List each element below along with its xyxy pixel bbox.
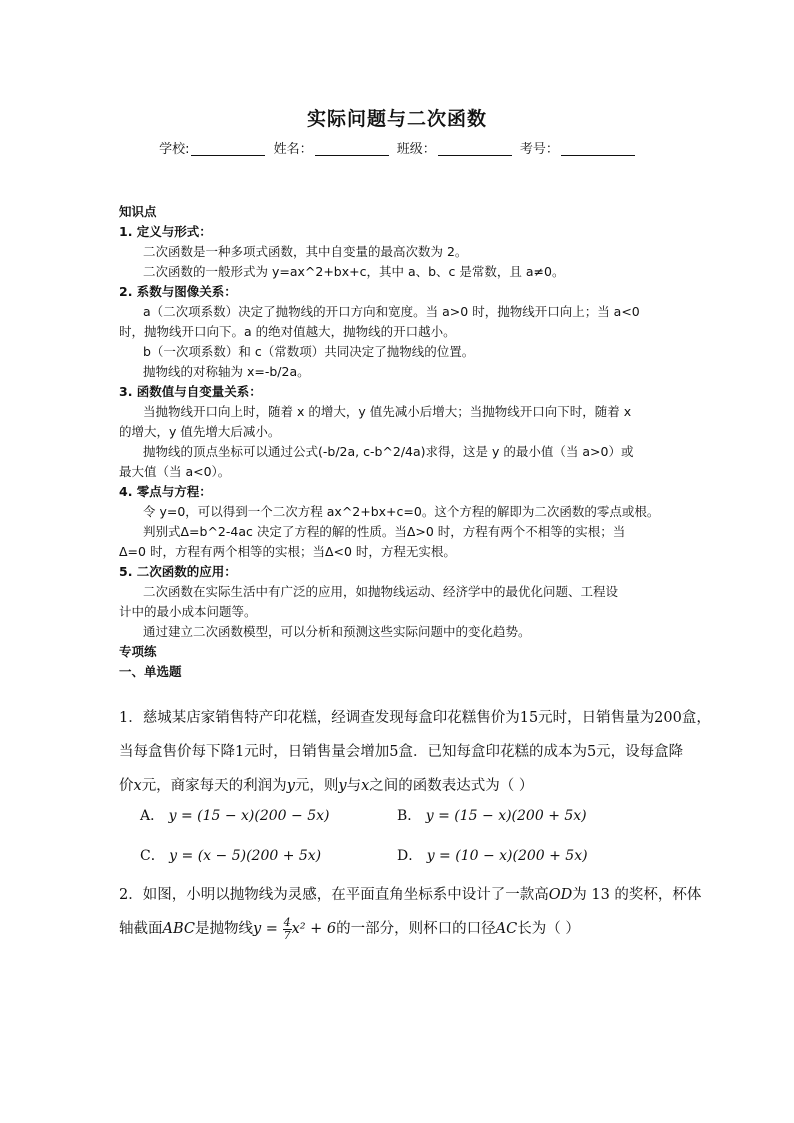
section-2-para-3: 抛物线的对称轴为 x=-b/2a。 (143, 364, 310, 379)
option-b[interactable] (397, 805, 587, 825)
option-c-expression: y = (x − 5)(200 + 5x) (169, 848, 322, 864)
page-title: 实际问题与二次函数 (306, 108, 487, 130)
section-3-para-2a: 抛物线的顶点坐标可以通过公式(-b/2a, c-b^2/4a)求得，这是 y 的最小值（当 a>0）或 (143, 444, 634, 459)
fraction: $\frac{4}{7}$ (283, 915, 291, 942)
section-3-para-1b: 的增大，y 值先增大后减小。 (119, 424, 281, 439)
section-2-para-1b: 时，抛物线开口向下。a 的绝对值越大，抛物线的开口越小。 (119, 324, 456, 339)
section-4-para-1: 令 y=0，可以得到一个二次方程 ax^2+bx+c=0。这个方程的解即为二次函数的零点或根。 (143, 504, 660, 519)
section-2-para-1a: a（二次项系数）决定了抛物线的开口方向和宽度。当 a>0 时，抛物线开口向上；当 a<0 (143, 304, 640, 319)
question-1 (119, 703, 711, 801)
section-2-title: 2. 系数与图像关系： (119, 284, 237, 299)
section-4-title: 4. 零点与方程： (119, 484, 212, 499)
section-3-title: 3. 函数值与自变量关系： (119, 384, 262, 399)
practice-heading: 专项练 (119, 644, 157, 659)
segment-ac: AC (495, 921, 518, 937)
question-1-line-2: 当每盒售价每下降1元时，日销售量会增加5盒．已知每盒印花糕的成本为5元，设每盒降 (119, 744, 684, 760)
option-c-label: C． (140, 848, 165, 864)
section-3-para-2b: 最大值（当 a<0）。 (119, 464, 231, 479)
option-c[interactable] (140, 845, 321, 865)
exam-number-blank (561, 141, 635, 156)
option-a-label: A． (140, 808, 165, 824)
segment-od: OD (548, 887, 573, 903)
school-label: 学校: (159, 142, 190, 157)
option-d-label: D． (397, 848, 423, 864)
section-5-para-1a: 二次函数在实际生活中有广泛的应用，如抛物线运动、经济学中的最优化问题、工程设 (143, 584, 619, 599)
knowledge-section (119, 202, 679, 682)
option-d[interactable] (397, 845, 588, 865)
knowledge-heading: 知识点 (119, 204, 157, 219)
question-2 (119, 880, 702, 944)
variable-y: y (286, 778, 295, 794)
question-1-line-3: 价x元，商家每天的利润为y元，则y与x之间的函数表达式为（ ） (119, 778, 534, 794)
section-1-para-2: 二次函数的一般形式为 y=ax^2+bx+c，其中 a、b、c 是常数，且 a≠0。 (143, 264, 565, 279)
question-2-line-2: 轴截面ABC是抛物线y = $\frac{4}{7}$ x² + 6的一部分，则杯口的口径AC长为（ ） (119, 915, 580, 942)
class-label: 班级： (396, 142, 436, 157)
option-b-label: B． (397, 808, 422, 824)
figure-abc: ABC (162, 921, 195, 937)
exam-number-label: 考号： (519, 142, 559, 157)
section-4-para-2a: 判别式Δ=b^2-4ac 决定了方程的解的性质。当Δ>0 时，方程有两个不相等的实根；当 (143, 524, 626, 539)
variable-x: x (133, 778, 142, 794)
section-1-para-1: 二次函数是一种多项式函数，其中自变量的最高次数为 2。 (143, 244, 468, 259)
class-blank (438, 141, 512, 156)
question-2-line-1: 2．如图，小明以抛物线为灵感，在平面直角坐标系中设计了一款高OD为 13 的奖杯，杯体 (119, 887, 702, 903)
name-field (274, 142, 389, 157)
single-choice-section-title: 一、单选题 (119, 664, 182, 679)
option-a[interactable] (140, 805, 329, 825)
student-info-row (0, 138, 794, 157)
school-field (159, 142, 265, 157)
section-1-title: 1. 定义与形式： (119, 224, 212, 239)
option-b-expression: y = (15 − x)(200 + 5x) (425, 808, 587, 824)
name-label: 姓名： (273, 142, 313, 157)
section-5-para-2: 通过建立二次函数模型，可以分析和预测这些实际问题中的变化趋势。 (143, 624, 531, 639)
section-2-para-2: b（一次项系数）和 c（常数项）共同决定了抛物线的位置。 (143, 344, 475, 359)
school-blank (191, 141, 265, 156)
name-blank (315, 141, 389, 156)
section-5-title: 5. 二次函数的应用： (119, 564, 237, 579)
section-4-para-2b: Δ=0 时，方程有两个相等的实根；当Δ<0 时，方程无实根。 (119, 544, 456, 559)
option-d-expression: y = (10 − x)(200 + 5x) (426, 848, 588, 864)
parabola-equation: y = $\frac{4}{7}$ x² + 6 (253, 915, 337, 942)
class-field (397, 142, 512, 157)
exam-number-field (520, 142, 635, 157)
option-a-expression: y = (15 − x)(200 − 5x) (168, 808, 330, 824)
question-1-line-1: 1．慈城某店家销售特产印花糕，经调查发现每盒印花糕售价为15元时，日销售量为200盒， (119, 710, 711, 726)
variable-x: x (361, 778, 370, 794)
section-5-para-1b: 计中的最小成本问题等。 (119, 604, 257, 619)
variable-y: y (338, 778, 347, 794)
section-3-para-1a: 当抛物线开口向上时，随着 x 的增大，y 值先减小后增大；当抛物线开口向下时，随着 x (143, 404, 632, 419)
